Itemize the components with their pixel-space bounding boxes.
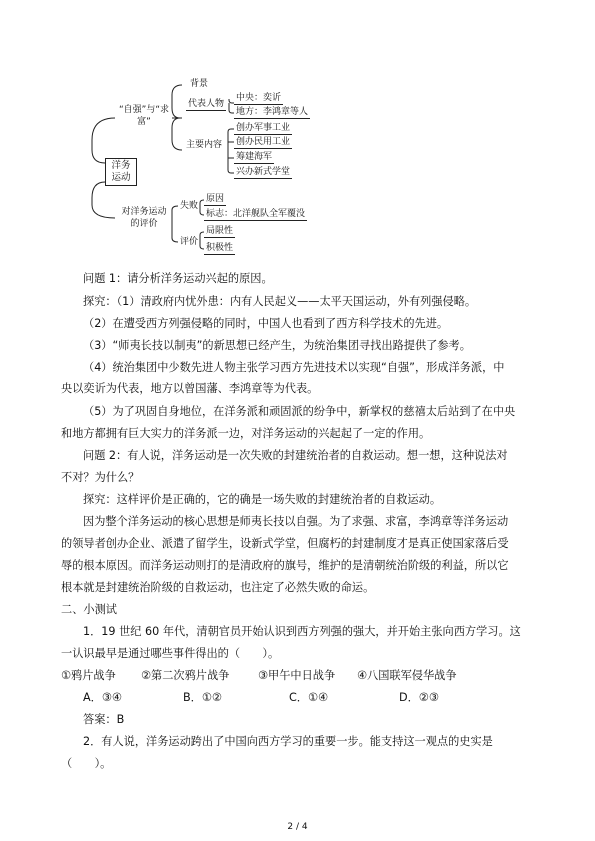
list-item: ③甲午中日战争 (258, 669, 336, 682)
q1-answer-2: （2）在遭受西方列强侵略的同时，中国人也看到了西方科学技术的先进。 (83, 317, 449, 330)
choice-b: B．①② (183, 691, 222, 704)
question-2-cont: 不对？为什么？ (61, 471, 140, 484)
mind-map-connectors (0, 0, 595, 262)
node-failure: 失败 (180, 201, 199, 211)
question-2: 问题 2：有人说，洋务运动是一次失败的封建统治者的自救运动。想一想，这种说法对 (83, 449, 508, 462)
choice-a: A．③④ (83, 691, 122, 704)
question-1: 问题 1：请分析洋务运动兴起的原因。 (83, 272, 273, 285)
q1-answer-5-cont: 和地方都拥有巨大实力的洋务派一边，对洋务运动的兴起起了一定的作用。 (61, 427, 431, 440)
node-central-rep: 中央：奕䜣 (236, 93, 282, 103)
mind-map (0, 0, 595, 262)
node-progressiveness: 积极性 (206, 243, 234, 253)
q1-answer-4: （4）统治集团中少数先进人物主张学习西方先进技术以实现“自强”，形成洋务派，中 (83, 361, 505, 374)
branch-self-strengthening: “自强”与“求富” (119, 105, 169, 127)
node-local-rep: 地方：李鸿章等人 (236, 107, 309, 117)
choice-d: D．②③ (399, 691, 439, 704)
test-question-1: 1．19 世纪 60 年代，清朝官员开始认识到西方列强的强大，并开始主张向西方学习。这 (83, 625, 521, 638)
content-item: 创办军事工业 (236, 123, 291, 133)
mind-map-center-node: 洋务运动 (105, 158, 137, 186)
node-reason: 原因 (206, 194, 225, 204)
test-question-1-cont: 一认识最早是通过哪些事件得出的（ ）。 (61, 647, 280, 660)
list-item: ④八国联军侵华战争 (357, 669, 457, 682)
page-number: 2 / 4 (287, 822, 308, 832)
branch-evaluation: 对洋务运动的评价 (121, 207, 167, 229)
content-item: 筹建海军 (236, 152, 273, 162)
answer: 答案：B (83, 713, 125, 726)
q2-answer-2-cont: 根本就是封建统治阶级的自救运动，也注定了必然失败的命运。 (61, 581, 375, 594)
test-question-2: 2．有人说，洋务运动跨出了中国向西方学习的重要一步。能支持这一观点的史实是 (83, 735, 493, 748)
content-item: 兴办新式学堂 (236, 167, 291, 177)
q2-answer-2-cont: 辱的根本原因。而洋务运动则打的是清政府的旗号，维护的是清朝统治阶级的利益，所以它 (61, 559, 509, 572)
node-background: 背景 (190, 79, 209, 89)
q1-answer-1: 探究：（1）清政府内忧外患：内有人民起义——太平天国运动，外有列强侵略。 (83, 295, 477, 308)
node-evaluation: 评价 (180, 237, 199, 247)
test-question-1-choices (83, 691, 439, 705)
test-question-2-cont: （ ）。 (61, 757, 112, 770)
content-item: 创办民用工业 (236, 137, 291, 147)
list-item: ②第二次鸦片战争 (141, 669, 230, 682)
node-limitation: 局限性 (206, 226, 234, 236)
node-sign: 标志：北洋舰队全军覆没 (206, 209, 306, 219)
q1-answer-3: （3）“师夷长技以制夷”的新思想已经产生，为统治集团寻找出路提供了参考。 (83, 339, 471, 352)
node-main-content: 主要内容 (186, 140, 223, 150)
q2-answer-1: 探究：这样评价是正确的，它的确是一场失败的封建统治者的自救运动。 (83, 493, 442, 506)
q1-answer-4-cont: 央以奕䜣为代表，地方以曾国藩、李鸿章等为代表。 (61, 382, 319, 395)
test-question-1-items (61, 669, 457, 683)
choice-c: C．①④ (289, 691, 329, 704)
node-representatives: 代表人物 (188, 99, 225, 109)
q1-answer-5: （5）为了巩固自身地位，在洋务派和顽固派的纷争中，新掌权的慈禧太后站到了在中央 (83, 405, 516, 418)
list-item: ①鸦片战争 (61, 669, 116, 682)
q2-answer-2-cont: 的领导者创办企业、派遣了留学生，设新式学堂，但腐朽的封建制度才是真正使国家落后受 (61, 537, 509, 550)
q2-answer-2: 因为整个洋务运动的核心思想是师夷长技以自强。为了求强、求富，李鸿章等洋务运动 (83, 515, 509, 528)
section-heading: 二、小测试 (61, 603, 117, 616)
